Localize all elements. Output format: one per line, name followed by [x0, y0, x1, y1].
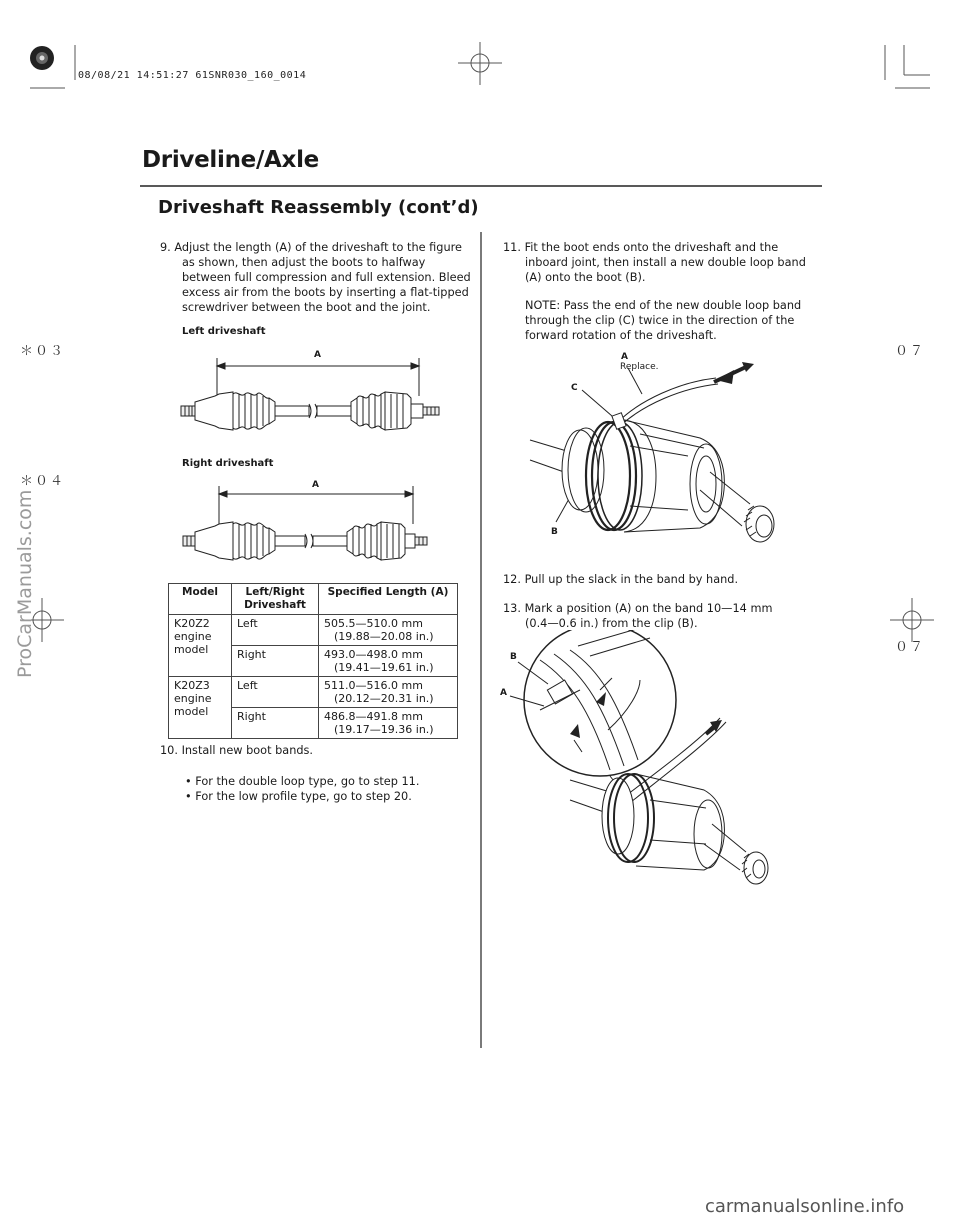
margin-mark: ０７	[895, 640, 926, 655]
table-row	[169, 677, 458, 708]
figure-label-right-driveshaft: Right driveshaft	[182, 458, 274, 469]
side-watermark: ProCarManuals.com	[14, 489, 36, 678]
length-cell: 511.0—516.0 mm (20.12—20.31 in.)	[319, 677, 458, 708]
list-item: • For the double loop type, go to step 11.	[185, 775, 420, 788]
length-cell: 505.5—510.0 mm (19.88—20.08 in.)	[319, 615, 458, 646]
side-cell: Left	[232, 615, 319, 646]
table-row	[169, 615, 458, 646]
replace-note: Replace.	[620, 362, 659, 372]
callout-c: C	[571, 383, 578, 393]
callout-a: A	[314, 350, 321, 360]
section-title: Driveline/Axle	[142, 147, 319, 173]
callout-a: A	[500, 688, 507, 698]
double-loop-band-illustration	[520, 360, 790, 560]
page-subtitle: Driveshaft Reassembly (cont’d)	[158, 197, 479, 218]
callout-a: A	[312, 480, 319, 490]
left-driveshaft-illustration	[175, 358, 455, 438]
margin-mark: ＊０３	[20, 344, 66, 359]
step-13: 13. Mark a position (A) on the band 10—14 mm (0.4—0.6 in.) from the clip (B).	[503, 602, 773, 630]
side-cell: Left	[232, 677, 319, 708]
model-cell: K20Z2 engine model	[169, 615, 232, 677]
step-10: 10. Install new boot bands. • For the double loop type, go to step 11. • For the low profile type, go to step 20.	[160, 743, 470, 804]
length-cell: 486.8—491.8 mm (19.17—19.36 in.)	[319, 708, 458, 739]
column-header-side: Left/Right Driveshaft	[232, 584, 319, 615]
print-stamp: 08/08/21 14:51:27 61SNR030_160_0014	[78, 70, 307, 81]
model-cell: K20Z3 engine model	[169, 677, 232, 739]
step-number: 10.	[160, 744, 178, 757]
step-number: 11.	[503, 241, 521, 254]
length-cell: 493.0—498.0 mm (19.41—19.61 in.)	[319, 646, 458, 677]
specified-length-table	[168, 583, 458, 739]
margin-mark: ＊０４	[20, 474, 66, 489]
callout-a: A	[621, 352, 628, 362]
callout-b: B	[510, 652, 517, 662]
step-9: 9. Adjust the length (A) of the driveshaft to the figure as shown, then adjust the boots to halfway between full compression and full extension. Bleed excess air from the boots by inserting a flat-tipped screwdriver between the boot and the joint.	[160, 241, 471, 314]
step-number: 9.	[160, 241, 171, 254]
band-mark-illustration	[500, 630, 810, 890]
column-header-model: Model	[169, 584, 232, 615]
callout-b: B	[551, 527, 558, 537]
bottom-watermark: carmanualsonline.info	[705, 1196, 905, 1217]
step-12: 12. Pull up the slack in the band by hand.	[503, 573, 739, 586]
step-11: 11. Fit the boot ends onto the driveshaft and the inboard joint, then install a new double loop band (A) onto the boot (B). NOTE: Pass the end of the new double loop band through the clip (C) twice in the direction of the forward rotation of the driveshaft.	[503, 240, 813, 343]
figure-label-left-driveshaft: Left driveshaft	[182, 326, 266, 337]
side-cell: Right	[232, 708, 319, 739]
step-number: 12.	[503, 573, 521, 586]
step-number: 13.	[503, 602, 521, 615]
list-item: • For the low profile type, go to step 20.	[185, 790, 412, 803]
margin-mark: ０７	[895, 344, 926, 359]
right-driveshaft-illustration	[175, 486, 455, 566]
table-header-row	[169, 584, 458, 615]
note: NOTE: Pass the end of the new double loop band	[525, 299, 802, 312]
column-header-length: Specified Length (A)	[319, 584, 458, 615]
side-cell: Right	[232, 646, 319, 677]
